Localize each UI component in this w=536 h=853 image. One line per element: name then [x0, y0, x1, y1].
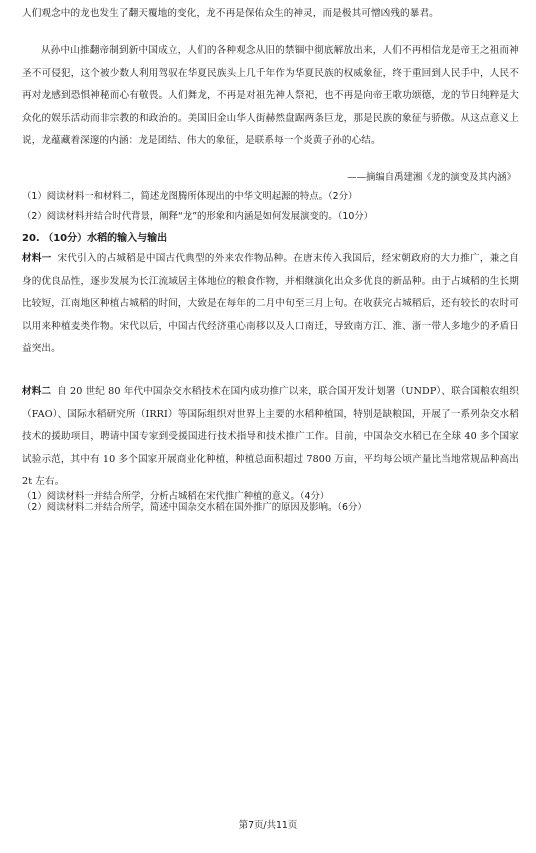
- page-number-footer: 第7页/共11页: [238, 820, 298, 831]
- material-source-citation: ——摘编自禹建湘《龙的演变及其内涵》: [347, 172, 516, 183]
- question-20-sub-1: （1）阅读材料一并结合所学，分析占城稻在宋代推广种植的意义。（4分）: [22, 491, 330, 502]
- material-continued-paragraph-2: 从孙中山推翻帝制到新中国成立，人们的各种观念从旧的禁锢中彻底解放出来，人们不再相信龙是帝王之祖而神圣不可侵犯，这个被少数人利用驾驭在华夏民族头上几千年作为华夏民族的权威象征，终于重回到人民手中，人民不再对龙感到恐惧神秘而心有敬畏。人们舞龙，不再是对祖先神人祭祀，也不再是向帝王歌功颂德，龙的节日纯粹是大众化的娱乐活动而非宗教的和政治的。美国旧金山华人街赫然盘踞两条巨龙，那是民族的象征与骄傲。从这点意义上说，龙蕴藏着深邃的内涵：龙是团结、伟大的象征，是联系每一个炎黄子孙的心结。: [22, 45, 519, 146]
- question-19-sub-1: （1）阅读材料一和材料二，简述龙图腾所体现出的中华文明起源的特点。（2分）: [22, 191, 358, 202]
- question-20-material-1: [22, 248, 519, 361]
- material-1-text: 宋代引入的占城稻是中国古代典型的外来农作物品种。在唐末传入我国后，经宋朝政府的大力推广，兼之自身的优良品性，逐步发展为长江流域居主体地位的粮食作物，并相继演化出众多优良的新品种。由于占城稻的生长期比较短，江南地区种植占城稻的时间，大致是在每年的二月中旬至三月上旬。在收获完占城稻后，还有较长的农时可以用来种植麦类作物。宋代以后，中国古代经济重心南移以及人口南迁，导致南方江、淮、浙一带人多地少的矛盾日益突出。: [22, 253, 519, 354]
- material-2-text: 自 20 世纪 80 年代中国杂交水稻技术在国内成功推广以来，联合国开发计划署（UNDP）、联合国粮农组织（FAO）、国际水稻研究所（IRRI）等国际组织对世界上主要的水稻种植国，特别是缺粮国，开展了一系列杂交水稻技术的援助项目，聘请中国专家到受援国进行技术指导和技术推广工作。目前，中国杂交水稻已在全球 40 多个国家试验示范，其中有 10 多个国家开展商业化种植，种植总面积超过 7800 万亩，平均每公顷产量比当地常规品种高出 2t 左右。: [22, 386, 519, 487]
- question-20-sub-2: （2）阅读材料二并结合所学，简述中国杂交水稻在国外推广的原因及影响。（6分）: [22, 502, 367, 513]
- question-20-heading: 20. （10分）水稻的输入与输出: [22, 233, 168, 244]
- question-19-sub-2: （2）阅读材料并结合时代背景，阐释“龙”的形象和内涵是如何发展演变的。（10分）: [22, 211, 374, 222]
- material-continued-paragraph-1: 人们观念中的龙也发生了翻天覆地的变化，龙不再是保佑众生的神灵，而是极其可憎凶残的暴君。: [22, 8, 439, 19]
- material-1-label: 材料一: [22, 253, 52, 264]
- question-20-material-2: [22, 381, 519, 494]
- material-2-label: 材料二: [22, 386, 52, 397]
